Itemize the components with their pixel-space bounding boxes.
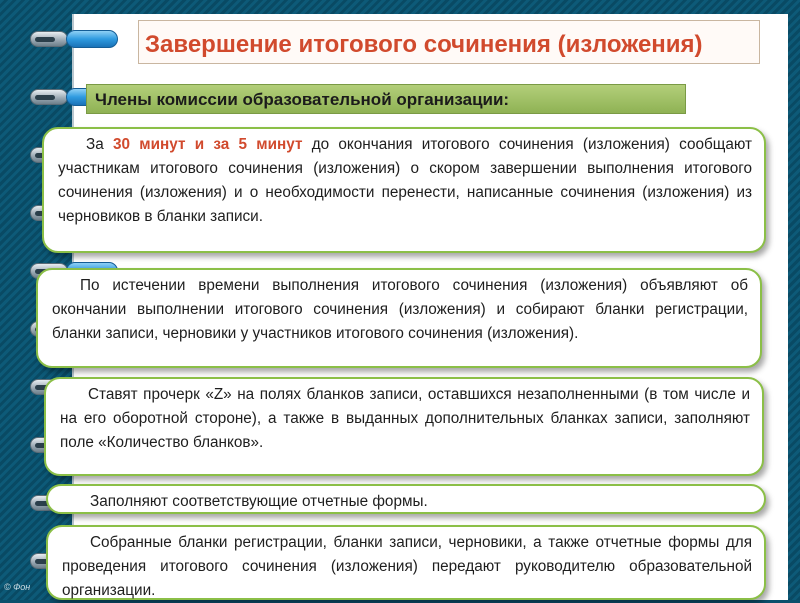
info-card-dash <box>44 377 764 476</box>
info-card-collect <box>36 268 762 368</box>
info-card-handover <box>46 525 766 600</box>
card5-text: Собранные бланки регистрации, бланки записи, черновики, а также отчетные формы для проведения итогового сочинения (изложения) передают руководителю образовательной организации. <box>62 534 752 599</box>
info-card-forms <box>46 484 766 514</box>
card1-text: до окончания итогового сочинения (изложения) сообщают участникам итогового сочинения (изложения) о скором завершении выполнения итогового сочинения (изложения) и о необходимости перенести, написанные сочинения (изложения) из черновиков в бланки записи. <box>58 136 753 225</box>
info-card-warning <box>42 127 766 253</box>
copyright-footer: © Фон <box>4 582 31 592</box>
card3-text: Ставят прочерк «Z» на полях бланков записи, оставшихся незаполненными (в том числе и на его оборотной стороне), а также в выданных дополнительных бланках записи, заполняют поле «Количество бланков». <box>60 386 750 451</box>
subtitle-bar <box>86 84 686 114</box>
page-title: Завершение итогового сочинения (изложения) <box>145 31 703 58</box>
card1-time-highlight: 30 минут и за 5 минут <box>113 136 303 153</box>
subtitle: Члены комиссии образовательной организации: <box>95 90 510 109</box>
card2-text: По истечении времени выполнения итогового сочинения (изложения) объявляют об окончании выполнении итогового сочинения (изложения) и собирают бланки регистрации, бланки записи, черновики у участников итогового сочинения (изложения). <box>52 277 748 342</box>
title-box <box>138 20 760 64</box>
card4-text: Заполняют соответствующие отчетные формы. <box>90 493 428 510</box>
binding-ring-icon <box>30 30 116 48</box>
card1-pre: За <box>86 136 114 153</box>
